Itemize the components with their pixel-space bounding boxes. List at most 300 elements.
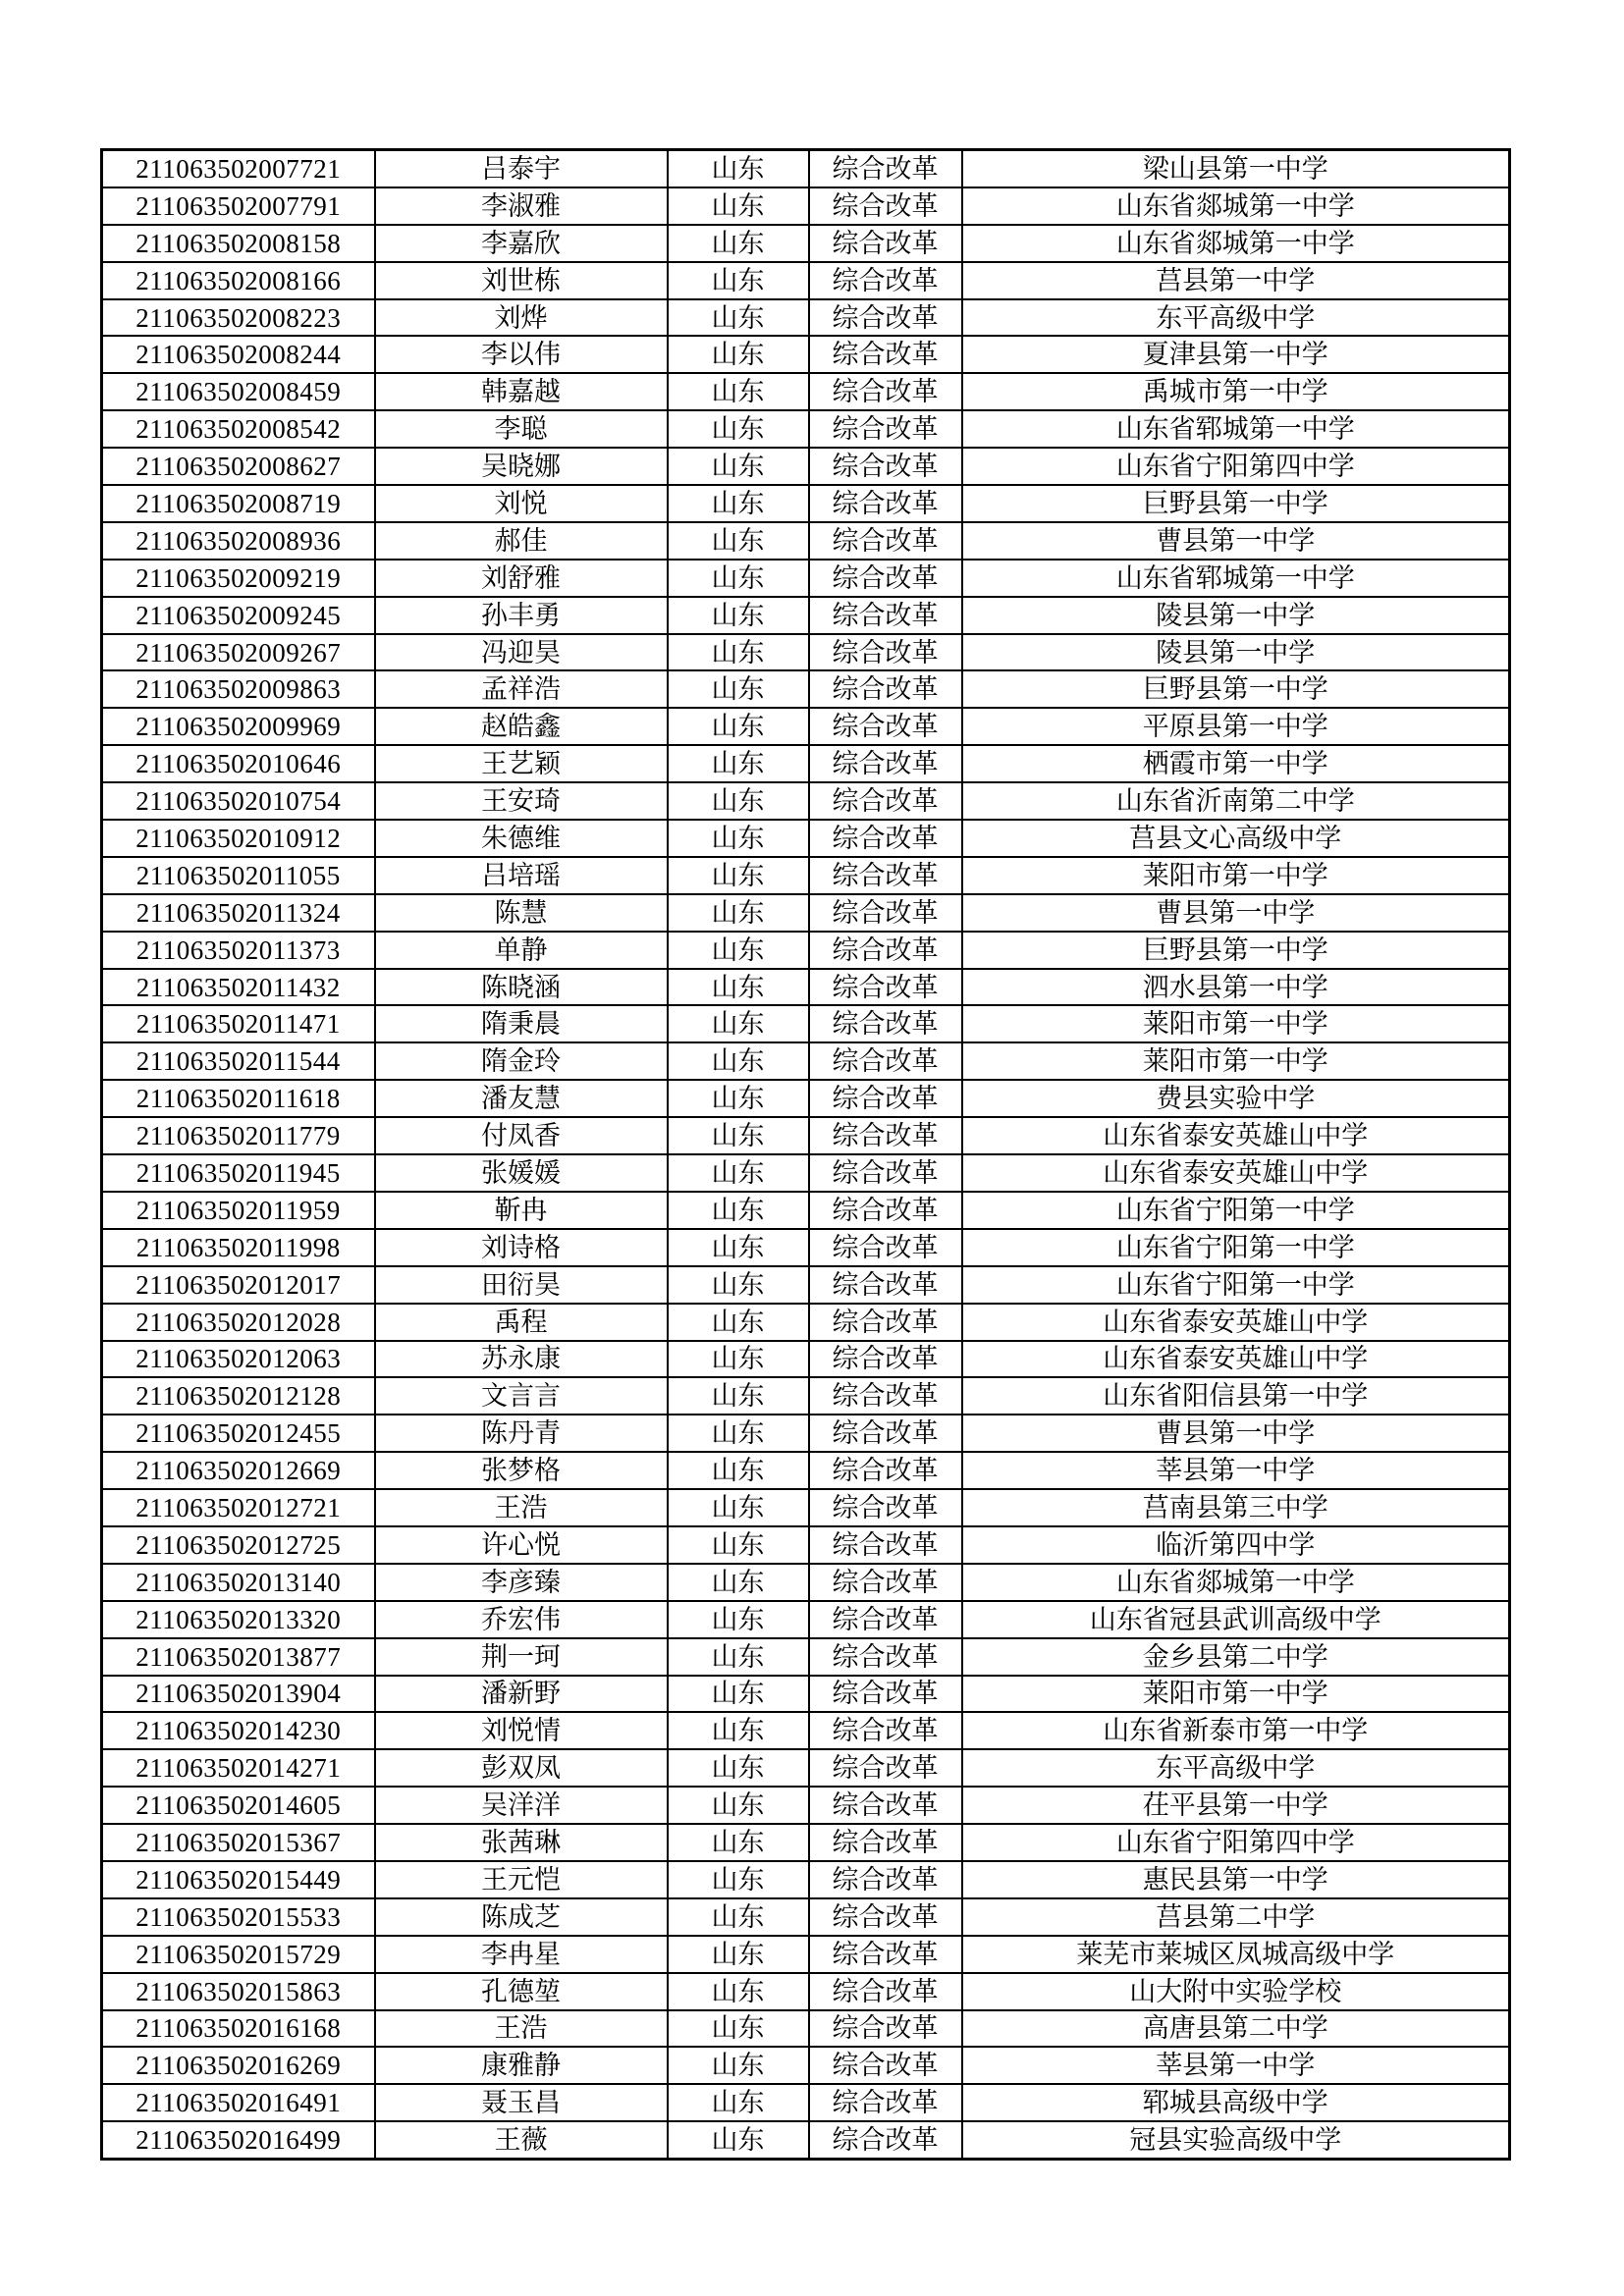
school-name-cell: 山东省郯城第一中学 <box>962 225 1510 262</box>
candidate-id-cell: 211063502011779 <box>102 1117 375 1154</box>
province-cell: 山东 <box>668 745 809 782</box>
subject-category-cell: 综合改革 <box>809 1936 962 1973</box>
subject-category-cell: 综合改革 <box>809 634 962 671</box>
subject-category-cell: 综合改革 <box>809 299 962 337</box>
province-cell: 山东 <box>668 1266 809 1304</box>
subject-category-cell: 综合改革 <box>809 336 962 373</box>
subject-category-cell: 综合改革 <box>809 2121 962 2159</box>
province-cell: 山东 <box>668 262 809 299</box>
subject-category-cell: 综合改革 <box>809 670 962 708</box>
candidate-id-cell: 211063502009267 <box>102 634 375 671</box>
candidate-id-cell: 211063502009245 <box>102 597 375 634</box>
candidate-id-cell: 211063502010912 <box>102 820 375 857</box>
school-name-cell: 高唐县第二中学 <box>962 2010 1510 2048</box>
student-name-cell: 陈晓涵 <box>375 969 668 1006</box>
province-cell: 山东 <box>668 1304 809 1341</box>
school-name-cell: 临沂第四中学 <box>962 1526 1510 1564</box>
student-name-cell: 田衍昊 <box>375 1266 668 1304</box>
candidate-id-cell: 211063502011324 <box>102 894 375 932</box>
province-cell: 山东 <box>668 1452 809 1489</box>
admission-roster-table <box>100 148 1511 2161</box>
subject-category-cell: 综合改革 <box>809 820 962 857</box>
table-row <box>102 187 1510 225</box>
subject-category-cell: 综合改革 <box>809 1117 962 1154</box>
student-name-cell: 李彦臻 <box>375 1564 668 1601</box>
school-name-cell: 曹县第一中学 <box>962 894 1510 932</box>
table-row <box>102 1080 1510 1117</box>
province-cell: 山东 <box>668 1712 809 1749</box>
table-row <box>102 1898 1510 1936</box>
province-cell: 山东 <box>668 1154 809 1192</box>
candidate-id-cell: 211063502014230 <box>102 1712 375 1749</box>
subject-category-cell: 综合改革 <box>809 373 962 410</box>
student-name-cell: 彭双凤 <box>375 1749 668 1787</box>
subject-category-cell: 综合改革 <box>809 932 962 969</box>
subject-category-cell: 综合改革 <box>809 1638 962 1676</box>
school-name-cell: 惠民县第一中学 <box>962 1861 1510 1898</box>
table-row <box>102 1042 1510 1080</box>
province-cell: 山东 <box>668 2047 809 2084</box>
student-name-cell: 单静 <box>375 932 668 969</box>
student-name-cell: 李聪 <box>375 410 668 448</box>
school-name-cell: 金乡县第二中学 <box>962 1638 1510 1676</box>
province-cell: 山东 <box>668 1377 809 1415</box>
table-row <box>102 1304 1510 1341</box>
subject-category-cell: 综合改革 <box>809 1601 962 1638</box>
candidate-id-cell: 211063502007791 <box>102 187 375 225</box>
province-cell: 山东 <box>668 373 809 410</box>
student-name-cell: 李淑雅 <box>375 187 668 225</box>
province-cell: 山东 <box>668 1676 809 1713</box>
candidate-id-cell: 211063502011471 <box>102 1005 375 1042</box>
province-cell: 山东 <box>668 448 809 485</box>
subject-category-cell: 综合改革 <box>809 1861 962 1898</box>
subject-category-cell: 综合改革 <box>809 1489 962 1526</box>
subject-category-cell: 综合改革 <box>809 1229 962 1266</box>
school-name-cell: 山东省宁阳第一中学 <box>962 1192 1510 1229</box>
province-cell: 山东 <box>668 708 809 745</box>
candidate-id-cell: 211063502008459 <box>102 373 375 410</box>
subject-category-cell: 综合改革 <box>809 522 962 560</box>
table-row <box>102 932 1510 969</box>
school-name-cell: 山东省泰安英雄山中学 <box>962 1341 1510 1378</box>
candidate-id-cell: 211063502016168 <box>102 2010 375 2048</box>
school-name-cell: 郓城县高级中学 <box>962 2084 1510 2121</box>
table-row <box>102 522 1510 560</box>
student-name-cell: 张茜琳 <box>375 1824 668 1861</box>
province-cell: 山东 <box>668 597 809 634</box>
student-name-cell: 王元恺 <box>375 1861 668 1898</box>
province-cell: 山东 <box>668 1229 809 1266</box>
table-row <box>102 2047 1510 2084</box>
subject-category-cell: 综合改革 <box>809 1415 962 1452</box>
school-name-cell: 莒南县第三中学 <box>962 1489 1510 1526</box>
student-name-cell: 刘诗格 <box>375 1229 668 1266</box>
table-row <box>102 1749 1510 1787</box>
subject-category-cell: 综合改革 <box>809 1898 962 1936</box>
school-name-cell: 山东省郓城第一中学 <box>962 410 1510 448</box>
student-name-cell: 吕培瑶 <box>375 857 668 894</box>
table-row <box>102 262 1510 299</box>
province-cell: 山东 <box>668 522 809 560</box>
school-name-cell: 山东省宁阳第一中学 <box>962 1229 1510 1266</box>
candidate-id-cell: 211063502011945 <box>102 1154 375 1192</box>
school-name-cell: 巨野县第一中学 <box>962 485 1510 522</box>
student-name-cell: 李冉星 <box>375 1936 668 1973</box>
table-row <box>102 1005 1510 1042</box>
student-name-cell: 文言言 <box>375 1377 668 1415</box>
table-row <box>102 560 1510 597</box>
candidate-id-cell: 211063502012128 <box>102 1377 375 1415</box>
candidate-id-cell: 211063502014605 <box>102 1787 375 1824</box>
candidate-id-cell: 211063502015449 <box>102 1861 375 1898</box>
school-name-cell: 禹城市第一中学 <box>962 373 1510 410</box>
subject-category-cell: 综合改革 <box>809 2047 962 2084</box>
province-cell: 山东 <box>668 1861 809 1898</box>
province-cell: 山东 <box>668 1749 809 1787</box>
table-row <box>102 1824 1510 1861</box>
province-cell: 山东 <box>668 1824 809 1861</box>
table-row <box>102 1377 1510 1415</box>
school-name-cell: 莱芜市莱城区凤城高级中学 <box>962 1936 1510 1973</box>
table-row <box>102 1936 1510 1973</box>
student-name-cell: 刘烨 <box>375 299 668 337</box>
school-name-cell: 冠县实验高级中学 <box>962 2121 1510 2159</box>
subject-category-cell: 综合改革 <box>809 448 962 485</box>
table-row <box>102 2084 1510 2121</box>
candidate-id-cell: 211063502008166 <box>102 262 375 299</box>
candidate-id-cell: 211063502013877 <box>102 1638 375 1676</box>
school-name-cell: 莱阳市第一中学 <box>962 1042 1510 1080</box>
candidate-id-cell: 211063502008936 <box>102 522 375 560</box>
province-cell: 山东 <box>668 1898 809 1936</box>
province-cell: 山东 <box>668 225 809 262</box>
candidate-id-cell: 211063502012669 <box>102 1452 375 1489</box>
school-name-cell: 山东省郯城第一中学 <box>962 1564 1510 1601</box>
subject-category-cell: 综合改革 <box>809 782 962 820</box>
school-name-cell: 莱阳市第一中学 <box>962 1005 1510 1042</box>
province-cell: 山东 <box>668 2010 809 2048</box>
student-name-cell: 康雅静 <box>375 2047 668 2084</box>
student-name-cell: 刘世栋 <box>375 262 668 299</box>
subject-category-cell: 综合改革 <box>809 485 962 522</box>
subject-category-cell: 综合改革 <box>809 262 962 299</box>
table-row <box>102 1229 1510 1266</box>
student-name-cell: 刘悦情 <box>375 1712 668 1749</box>
candidate-id-cell: 211063502015533 <box>102 1898 375 1936</box>
table-row <box>102 969 1510 1006</box>
table-row <box>102 2010 1510 2048</box>
province-cell: 山东 <box>668 410 809 448</box>
candidate-id-cell: 211063502011618 <box>102 1080 375 1117</box>
student-name-cell: 隋秉晨 <box>375 1005 668 1042</box>
candidate-id-cell: 211063502011432 <box>102 969 375 1006</box>
table-row <box>102 894 1510 932</box>
candidate-id-cell: 211063502011544 <box>102 1042 375 1080</box>
school-name-cell: 东平高级中学 <box>962 1749 1510 1787</box>
table-row <box>102 225 1510 262</box>
table-row <box>102 485 1510 522</box>
province-cell: 山东 <box>668 670 809 708</box>
student-name-cell: 吕泰宇 <box>375 150 668 187</box>
candidate-id-cell: 211063502008158 <box>102 225 375 262</box>
candidate-id-cell: 211063502015863 <box>102 1973 375 2010</box>
candidate-id-cell: 211063502012725 <box>102 1526 375 1564</box>
candidate-id-cell: 211063502008244 <box>102 336 375 373</box>
student-name-cell: 聂玉昌 <box>375 2084 668 2121</box>
student-name-cell: 王浩 <box>375 1489 668 1526</box>
student-name-cell: 刘舒雅 <box>375 560 668 597</box>
subject-category-cell: 综合改革 <box>809 1377 962 1415</box>
province-cell: 山东 <box>668 1973 809 2010</box>
table-row <box>102 1266 1510 1304</box>
school-name-cell: 陵县第一中学 <box>962 634 1510 671</box>
province-cell: 山东 <box>668 1638 809 1676</box>
student-name-cell: 孔德堃 <box>375 1973 668 2010</box>
school-name-cell: 山东省冠县武训高级中学 <box>962 1601 1510 1638</box>
table-row <box>102 150 1510 187</box>
subject-category-cell: 综合改革 <box>809 1526 962 1564</box>
province-cell: 山东 <box>668 1415 809 1452</box>
school-name-cell: 山东省郓城第一中学 <box>962 560 1510 597</box>
subject-category-cell: 综合改革 <box>809 560 962 597</box>
province-cell: 山东 <box>668 634 809 671</box>
candidate-id-cell: 211063502012028 <box>102 1304 375 1341</box>
table-row <box>102 1787 1510 1824</box>
province-cell: 山东 <box>668 485 809 522</box>
school-name-cell: 山东省宁阳第四中学 <box>962 1824 1510 1861</box>
table-row <box>102 820 1510 857</box>
school-name-cell: 曹县第一中学 <box>962 522 1510 560</box>
student-name-cell: 王浩 <box>375 2010 668 2048</box>
student-name-cell: 荆一珂 <box>375 1638 668 1676</box>
student-name-cell: 陈慧 <box>375 894 668 932</box>
subject-category-cell: 综合改革 <box>809 1192 962 1229</box>
candidate-id-cell: 211063502013320 <box>102 1601 375 1638</box>
school-name-cell: 山东省沂南第二中学 <box>962 782 1510 820</box>
province-cell: 山东 <box>668 2084 809 2121</box>
province-cell: 山东 <box>668 336 809 373</box>
table-row <box>102 857 1510 894</box>
subject-category-cell: 综合改革 <box>809 2084 962 2121</box>
province-cell: 山东 <box>668 820 809 857</box>
table-row <box>102 1489 1510 1526</box>
candidate-id-cell: 211063502016499 <box>102 2121 375 2159</box>
table-row <box>102 336 1510 373</box>
table-row <box>102 670 1510 708</box>
table-row <box>102 1638 1510 1676</box>
province-cell: 山东 <box>668 969 809 1006</box>
candidate-id-cell: 211063502010754 <box>102 782 375 820</box>
table-row <box>102 1117 1510 1154</box>
table-row <box>102 1452 1510 1489</box>
school-name-cell: 莘县第一中学 <box>962 1452 1510 1489</box>
candidate-id-cell: 211063502012063 <box>102 1341 375 1378</box>
subject-category-cell: 综合改革 <box>809 410 962 448</box>
table-row <box>102 1601 1510 1638</box>
student-name-cell: 隋金玲 <box>375 1042 668 1080</box>
candidate-id-cell: 211063502011373 <box>102 932 375 969</box>
school-name-cell: 曹县第一中学 <box>962 1415 1510 1452</box>
subject-category-cell: 综合改革 <box>809 1712 962 1749</box>
candidate-id-cell: 211063502014271 <box>102 1749 375 1787</box>
school-name-cell: 山东省新泰市第一中学 <box>962 1712 1510 1749</box>
student-name-cell: 李以伟 <box>375 336 668 373</box>
subject-category-cell: 综合改革 <box>809 225 962 262</box>
student-name-cell: 靳冉 <box>375 1192 668 1229</box>
province-cell: 山东 <box>668 1117 809 1154</box>
province-cell: 山东 <box>668 2121 809 2159</box>
school-name-cell: 山东省宁阳第一中学 <box>962 1266 1510 1304</box>
subject-category-cell: 综合改革 <box>809 969 962 1006</box>
province-cell: 山东 <box>668 1489 809 1526</box>
subject-category-cell: 综合改革 <box>809 1304 962 1341</box>
subject-category-cell: 综合改革 <box>809 2010 962 2048</box>
table-row <box>102 1192 1510 1229</box>
subject-category-cell: 综合改革 <box>809 1452 962 1489</box>
school-name-cell: 东平高级中学 <box>962 299 1510 337</box>
table-row <box>102 1861 1510 1898</box>
student-name-cell: 李嘉欣 <box>375 225 668 262</box>
student-name-cell: 付凤香 <box>375 1117 668 1154</box>
student-name-cell: 苏永康 <box>375 1341 668 1378</box>
table-row <box>102 745 1510 782</box>
candidate-id-cell: 211063502009969 <box>102 708 375 745</box>
student-name-cell: 乔宏伟 <box>375 1601 668 1638</box>
candidate-id-cell: 211063502015729 <box>102 1936 375 1973</box>
school-name-cell: 山大附中实验学校 <box>962 1973 1510 2010</box>
school-name-cell: 山东省阳信县第一中学 <box>962 1377 1510 1415</box>
table-row <box>102 1415 1510 1452</box>
student-name-cell: 张梦格 <box>375 1452 668 1489</box>
table-row <box>102 1341 1510 1378</box>
subject-category-cell: 综合改革 <box>809 1787 962 1824</box>
subject-category-cell: 综合改革 <box>809 1676 962 1713</box>
student-name-cell: 陈成芝 <box>375 1898 668 1936</box>
subject-category-cell: 综合改革 <box>809 1564 962 1601</box>
school-name-cell: 费县实验中学 <box>962 1080 1510 1117</box>
province-cell: 山东 <box>668 1787 809 1824</box>
subject-category-cell: 综合改革 <box>809 894 962 932</box>
subject-category-cell: 综合改革 <box>809 1042 962 1080</box>
subject-category-cell: 综合改革 <box>809 1080 962 1117</box>
student-name-cell: 王艺颖 <box>375 745 668 782</box>
school-name-cell: 梁山县第一中学 <box>962 150 1510 187</box>
candidate-id-cell: 211063502011959 <box>102 1192 375 1229</box>
student-name-cell: 郝佳 <box>375 522 668 560</box>
province-cell: 山东 <box>668 1080 809 1117</box>
student-name-cell: 王薇 <box>375 2121 668 2159</box>
subject-category-cell: 综合改革 <box>809 857 962 894</box>
student-name-cell: 张媛媛 <box>375 1154 668 1192</box>
school-name-cell: 山东省泰安英雄山中学 <box>962 1117 1510 1154</box>
province-cell: 山东 <box>668 1042 809 1080</box>
province-cell: 山东 <box>668 1601 809 1638</box>
school-name-cell: 巨野县第一中学 <box>962 670 1510 708</box>
school-name-cell: 莱阳市第一中学 <box>962 1676 1510 1713</box>
school-name-cell: 山东省宁阳第四中学 <box>962 448 1510 485</box>
candidate-id-cell: 211063502009863 <box>102 670 375 708</box>
student-name-cell: 赵皓鑫 <box>375 708 668 745</box>
school-name-cell: 栖霞市第一中学 <box>962 745 1510 782</box>
candidate-id-cell: 211063502008223 <box>102 299 375 337</box>
student-name-cell: 冯迎昊 <box>375 634 668 671</box>
province-cell: 山东 <box>668 150 809 187</box>
subject-category-cell: 综合改革 <box>809 1973 962 2010</box>
candidate-id-cell: 211063502013140 <box>102 1564 375 1601</box>
candidate-id-cell: 211063502007721 <box>102 150 375 187</box>
school-name-cell: 莘县第一中学 <box>962 2047 1510 2084</box>
student-name-cell: 吴洋洋 <box>375 1787 668 1824</box>
candidate-id-cell: 211063502012017 <box>102 1266 375 1304</box>
candidate-id-cell: 211063502012721 <box>102 1489 375 1526</box>
school-name-cell: 巨野县第一中学 <box>962 932 1510 969</box>
school-name-cell: 夏津县第一中学 <box>962 336 1510 373</box>
candidate-id-cell: 211063502016491 <box>102 2084 375 2121</box>
candidate-id-cell: 211063502008627 <box>102 448 375 485</box>
student-name-cell: 禹程 <box>375 1304 668 1341</box>
province-cell: 山东 <box>668 1526 809 1564</box>
candidate-id-cell: 211063502008719 <box>102 485 375 522</box>
province-cell: 山东 <box>668 1005 809 1042</box>
subject-category-cell: 综合改革 <box>809 1341 962 1378</box>
table-row <box>102 634 1510 671</box>
subject-category-cell: 综合改革 <box>809 1749 962 1787</box>
province-cell: 山东 <box>668 1564 809 1601</box>
subject-category-cell: 综合改革 <box>809 597 962 634</box>
roster-body <box>102 150 1510 2160</box>
student-name-cell: 王安琦 <box>375 782 668 820</box>
candidate-id-cell: 211063502011998 <box>102 1229 375 1266</box>
table-row <box>102 1526 1510 1564</box>
student-name-cell: 韩嘉越 <box>375 373 668 410</box>
province-cell: 山东 <box>668 299 809 337</box>
candidate-id-cell: 211063502008542 <box>102 410 375 448</box>
candidate-id-cell: 211063502009219 <box>102 560 375 597</box>
candidate-id-cell: 211063502013904 <box>102 1676 375 1713</box>
candidate-id-cell: 211063502016269 <box>102 2047 375 2084</box>
school-name-cell: 莒县第一中学 <box>962 262 1510 299</box>
student-name-cell: 潘友慧 <box>375 1080 668 1117</box>
student-name-cell: 许心悦 <box>375 1526 668 1564</box>
student-name-cell: 潘新野 <box>375 1676 668 1713</box>
province-cell: 山东 <box>668 1341 809 1378</box>
student-name-cell: 孟祥浩 <box>375 670 668 708</box>
subject-category-cell: 综合改革 <box>809 1005 962 1042</box>
subject-category-cell: 综合改革 <box>809 187 962 225</box>
candidate-id-cell: 211063502010646 <box>102 745 375 782</box>
student-name-cell: 陈丹青 <box>375 1415 668 1452</box>
school-name-cell: 山东省郯城第一中学 <box>962 187 1510 225</box>
table-row <box>102 410 1510 448</box>
table-row <box>102 708 1510 745</box>
subject-category-cell: 综合改革 <box>809 150 962 187</box>
school-name-cell: 莒县第二中学 <box>962 1898 1510 1936</box>
student-name-cell: 吴晓娜 <box>375 448 668 485</box>
candidate-id-cell: 211063502015367 <box>102 1824 375 1861</box>
table-row <box>102 782 1510 820</box>
province-cell: 山东 <box>668 894 809 932</box>
province-cell: 山东 <box>668 857 809 894</box>
school-name-cell: 陵县第一中学 <box>962 597 1510 634</box>
table-row <box>102 373 1510 410</box>
province-cell: 山东 <box>668 782 809 820</box>
subject-category-cell: 综合改革 <box>809 745 962 782</box>
province-cell: 山东 <box>668 1192 809 1229</box>
table-row <box>102 1712 1510 1749</box>
table-row <box>102 2121 1510 2159</box>
student-name-cell: 孙丰勇 <box>375 597 668 634</box>
